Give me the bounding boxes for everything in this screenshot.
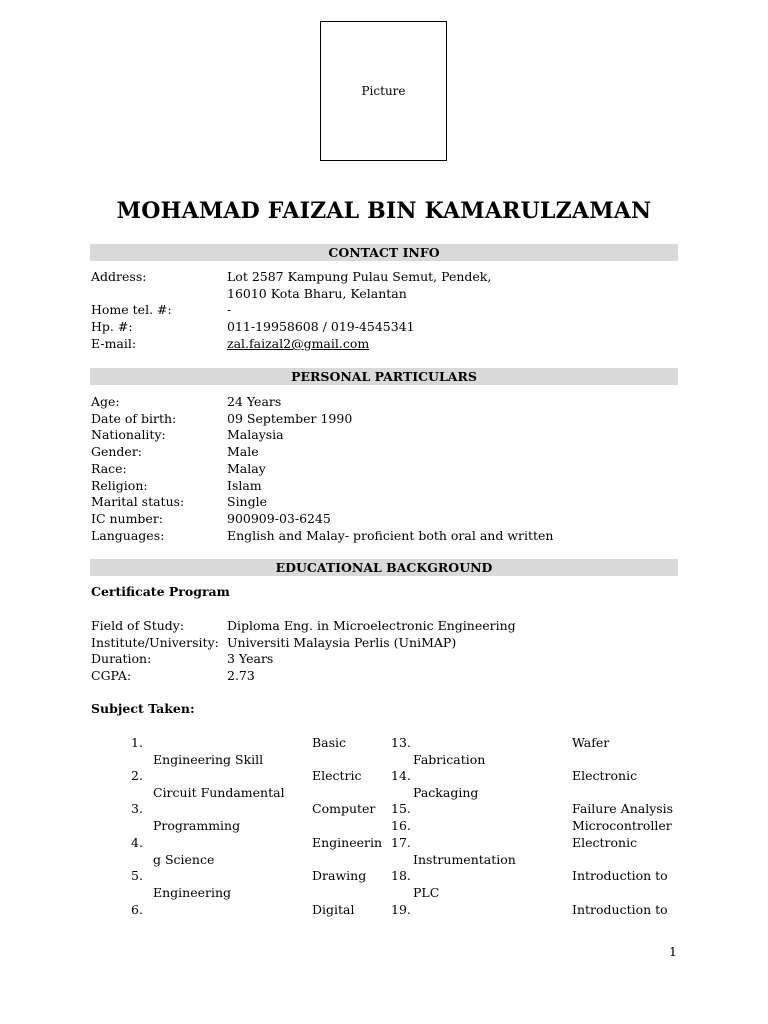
subject-name-continued: Fabrication xyxy=(413,752,486,767)
personal-label: Nationality: xyxy=(91,427,166,443)
certificate-program-title: Certificate Program xyxy=(91,584,230,599)
subject-name: Engineerin xyxy=(312,835,383,850)
personal-label: IC number: xyxy=(91,510,164,526)
personal-particulars-heading: PERSONAL PARTICULARS xyxy=(90,368,678,385)
personal-value: Islam xyxy=(227,477,262,493)
subject-name-continued: Packaging xyxy=(413,785,479,800)
subject-name: Electronic xyxy=(572,835,638,850)
personal-value: Malaysia xyxy=(227,427,284,443)
subject-number: 14. xyxy=(391,768,411,783)
subject-name: Basic xyxy=(312,735,347,750)
subject-name-continued: Circuit Fundamental xyxy=(153,785,285,800)
subject-name: Electronic xyxy=(572,768,638,783)
subject-name: Introduction to xyxy=(572,868,668,883)
education-value: Universiti Malaysia Perlis (UniMAP) xyxy=(227,634,457,650)
subject-number: 18. xyxy=(391,868,411,883)
subject-number: 5. xyxy=(131,868,143,883)
subject-name-continued: Programming xyxy=(153,818,241,833)
page-number: 1 xyxy=(669,944,677,959)
education-value: 3 Years xyxy=(227,651,274,667)
subject-name: Digital xyxy=(312,902,355,917)
education-label: CGPA: xyxy=(91,668,132,684)
subject-number: 1. xyxy=(131,735,143,750)
personal-label: Religion: xyxy=(91,477,148,493)
subject-number: 13. xyxy=(391,735,411,750)
personal-label: Age: xyxy=(91,394,120,409)
contact-value-hp: 011-19958608 / 019-4545341 xyxy=(227,319,415,334)
subject-number: 19. xyxy=(391,902,411,917)
subject-name: Electric xyxy=(312,768,362,783)
subject-number: 6. xyxy=(131,902,143,917)
subject-name: Wafer xyxy=(572,735,610,750)
photo-label: Picture xyxy=(361,84,406,98)
personal-value: 900909-03-6245 xyxy=(227,510,331,526)
contact-label-email: E-mail: xyxy=(91,336,137,351)
subject-name-continued: PLC xyxy=(413,885,440,900)
education-label: Field of Study: xyxy=(91,618,185,633)
subject-name: Microcontroller xyxy=(572,818,672,833)
contact-label-hp: Hp. #: xyxy=(91,319,133,334)
applicant-name: MOHAMAD FAIZAL BIN KAMARULZAMAN xyxy=(116,198,652,224)
subject-name: Introduction to xyxy=(572,902,668,917)
subject-name-continued: Instrumentation xyxy=(413,852,516,867)
subject-name-continued: g Science xyxy=(153,852,215,867)
contact-value-home-tel: - xyxy=(227,302,232,317)
personal-label: Race: xyxy=(91,460,127,476)
subject-taken-title: Subject Taken: xyxy=(91,701,195,716)
subject-name: Failure Analysis xyxy=(572,801,674,816)
subject-name: Drawing xyxy=(312,868,367,883)
education-value: 2.73 xyxy=(227,668,255,684)
personal-value: Male xyxy=(227,444,259,460)
contact-value-address-line2: 16010 Kota Bharu, Kelantan xyxy=(227,286,407,301)
contact-info-heading: CONTACT INFO xyxy=(90,244,678,261)
subject-name-continued: Engineering xyxy=(153,885,232,900)
subject-name-continued: Engineering Skill xyxy=(153,752,264,767)
subject-number: 15. xyxy=(391,801,411,816)
educational-background-heading: EDUCATIONAL BACKGROUND xyxy=(90,559,678,576)
personal-value: Malay xyxy=(227,460,266,476)
contact-label-address: Address: xyxy=(91,269,147,284)
subject-number: 4. xyxy=(131,835,143,850)
personal-label: Date of birth: xyxy=(91,410,177,426)
subject-number: 2. xyxy=(131,768,143,783)
personal-label: Marital status: xyxy=(91,494,185,510)
education-value: Diploma Eng. in Microelectronic Engineering xyxy=(227,618,516,633)
email-link[interactable]: zal.faizal2@gmail.com xyxy=(227,336,370,351)
contact-value-address-line1: Lot 2587 Kampung Pulau Semut, Pendek, xyxy=(227,269,492,284)
subject-name: Computer xyxy=(312,801,376,816)
education-label: Institute/University: xyxy=(91,634,219,650)
contact-label-home-tel: Home tel. #: xyxy=(91,302,172,317)
personal-label: Gender: xyxy=(91,444,143,460)
photo-placeholder xyxy=(320,21,447,161)
education-label: Duration: xyxy=(91,651,152,667)
personal-value: 24 Years xyxy=(227,394,282,409)
personal-value: 09 September 1990 xyxy=(227,410,353,426)
subject-number: 3. xyxy=(131,801,143,816)
subject-number: 16. xyxy=(391,818,411,833)
personal-value: Single xyxy=(227,494,268,510)
personal-value: English and Malay- proficient both oral and written xyxy=(227,527,554,543)
subject-number: 17. xyxy=(391,835,411,850)
personal-label: Languages: xyxy=(91,527,165,543)
